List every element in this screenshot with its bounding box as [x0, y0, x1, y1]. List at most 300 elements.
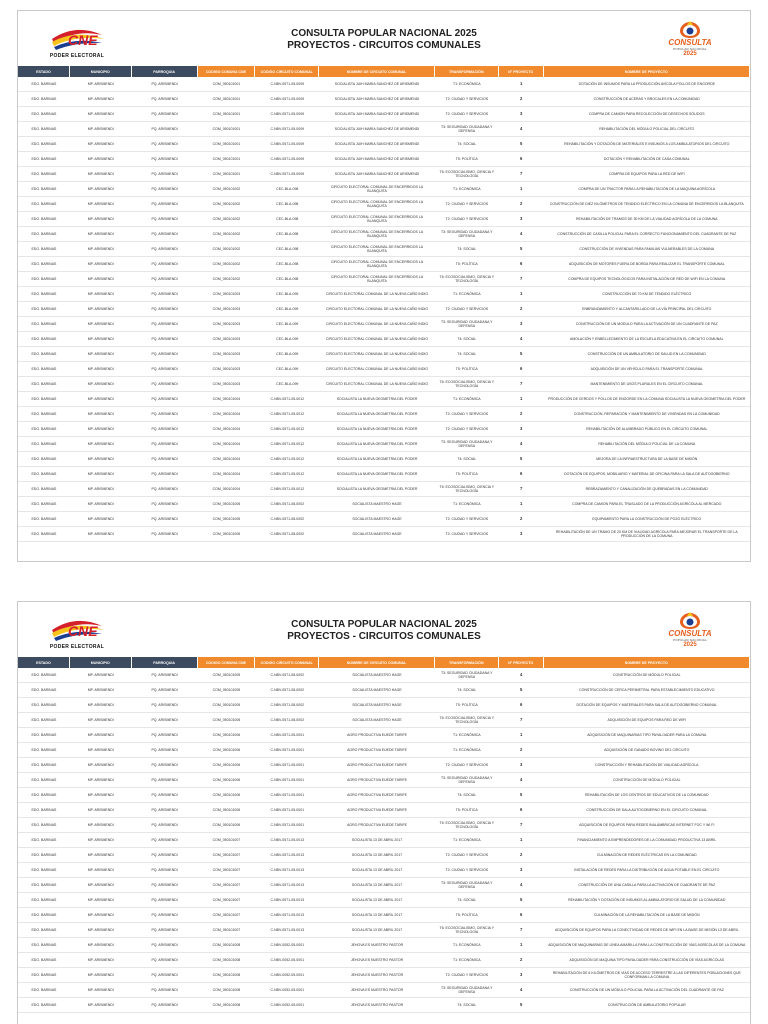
cell-nombre-circuito: SOCIALISTA MAESTRO HAGE [352, 673, 402, 677]
cell-estado: EDO. BARINAS [31, 442, 57, 446]
cell-parroquia: PQ. ARISMENDI [151, 442, 178, 446]
cell-nombre-proyecto: MANTENIMIENTO DE USOS PLURALES EN EL CIRCUITO COMUNAL [590, 382, 704, 386]
cell-nombre-proyecto: REHABILITACIÓN DEL MÓDULO POLICIAL DE LA COMUNA [598, 442, 696, 446]
col-nombre-proyecto: NOMBRE DE PROYECTO [544, 657, 750, 668]
cell-municipio: MP. ARISMENDI [87, 292, 114, 296]
title-line-1: CONSULTA POPULAR NACIONAL 2025 [291, 28, 477, 39]
cell-numero-proyecto: 3 [519, 426, 523, 431]
cell-estado: EDO. BARINAS [31, 277, 57, 281]
cell-transformacion: T2: CIUDAD Y SERVICIOS [445, 763, 489, 767]
cell-codigo-circuito: C-NBV-0571-05-0012 [270, 397, 305, 401]
cell-numero-proyecto: 4 [519, 126, 523, 131]
cell-parroquia: PQ. ARISMENDI [151, 277, 178, 281]
cell-nombre-circuito: CIRCUITO ELECTORAL COMUNAL DE LA NUEVA CAÑO INDIO [326, 367, 429, 371]
cell-parroquia: PQ. ARISMENDI [151, 142, 178, 146]
cell-municipio: MP. ARISMENDI [87, 97, 114, 101]
cell-parroquia: PQ. ARISMENDI [151, 973, 178, 977]
cell-municipio: MP. ARISMENDI [87, 868, 114, 872]
cell-transformacion: T1: ECONÓMICA [452, 187, 481, 191]
cell-nombre-proyecto: DOTACIÓN DE EQUIPOS Y MATERIALES PARA SALA DE AUTOGOBIERNO COMUNAL [576, 703, 717, 707]
cell-nombre-circuito: SOCIALISTA LA NUEVA GEOMETRIA DEL PODER [336, 457, 418, 461]
cell-municipio: MP. ARISMENDI [87, 733, 114, 737]
cell-municipio: MP. ARISMENDI [87, 763, 114, 767]
cell-parroquia: PQ. ARISMENDI [151, 703, 178, 707]
cell-nombre-proyecto: DOTACIÓN DE INSUMOS PARA LA PRODUCCIÓN AVÍCOLA POLLOS DE ENGORDE [578, 82, 715, 86]
cell-codigo-comuna: COM_050101005 [212, 502, 241, 506]
cell-nombre-circuito: SOCIALISTA JUIH MARIA SANCHEZ DE ARISMENDI [334, 172, 420, 176]
cell-transformacion: T2: CIUDAD Y SERVICIOS [445, 853, 489, 857]
cell-transformacion: T1: ECONÓMICA [452, 838, 481, 842]
cell-estado: EDO. BARINAS [31, 292, 57, 296]
cell-codigo-comuna: COM_050101004 [212, 472, 241, 476]
cell-municipio: MP. ARISMENDI [87, 127, 114, 131]
cell-numero-proyecto: 3 [519, 216, 523, 221]
cell-numero-proyecto: 6 [519, 261, 523, 266]
cell-nombre-proyecto: ENBRANZAMIENTO Y ALCANTARILLADO DE LA VÍA PRINCIPAL DEL CIRCUITO [582, 307, 712, 311]
cell-parroquia: PQ. ARISMENDI [151, 472, 178, 476]
cell-municipio: MP. ARISMENDI [87, 808, 114, 812]
cell-parroquia: PQ. ARISMENDI [151, 853, 178, 857]
cell-parroquia: PQ. ARISMENDI [151, 247, 178, 251]
cell-codigo-comuna: COM_050101002 [212, 277, 241, 281]
cell-parroquia: PQ. ARISMENDI [151, 412, 178, 416]
cell-codigo-circuito: CEC-BLA-098 [276, 277, 299, 281]
table-row [18, 497, 750, 512]
cell-municipio: MP. ARISMENDI [87, 793, 114, 797]
table-row [18, 287, 750, 302]
cell-codigo-circuito: CEC-BLA-099 [276, 382, 299, 386]
cell-codigo-comuna: COM_050101006 [212, 778, 241, 782]
cell-codigo-circuito: CEC-BLA-099 [276, 322, 299, 326]
cell-transformacion: T5: POLÍTICA [455, 262, 478, 266]
cell-codigo-comuna: COM_050101003 [212, 307, 241, 311]
cne-logo-subtitle: PODER ELECTORAL [49, 644, 105, 650]
cell-municipio: MP. ARISMENDI [87, 427, 114, 431]
cell-codigo-circuito: C-NBV-0571-05-0009 [270, 97, 305, 101]
table-row [18, 242, 750, 257]
cell-codigo-circuito: C-NBV-0052-05-0001 [270, 1003, 305, 1007]
cell-municipio: MP. ARISMENDI [87, 172, 114, 176]
cell-codigo-circuito: C-NBV-0571-05-0001 [270, 748, 305, 752]
cell-codigo-circuito: C-NBV-0571-08-0002 [270, 532, 305, 536]
cell-estado: EDO. BARINAS [31, 112, 57, 116]
cell-nombre-proyecto: COMPRA DE EQUIPOS TECNOLÓGICOS PARA INSTALACIÓN DE RED DE WIFI EN LA COMUNA [568, 277, 726, 281]
cell-transformacion: T1: ECONÓMICA [452, 748, 481, 752]
cell-estado: EDO. BARINAS [31, 352, 57, 356]
cell-nombre-proyecto: REHABILITACIÓN Y DOTACIÓN DE MATERIALES E INSUMOS A LOS AMBULATORIOS DEL CIRCUITO [564, 142, 730, 146]
cell-codigo-circuito: C-NBV-0052-05-0001 [270, 988, 305, 992]
cell-codigo-circuito: C-NBV-0571-05-0013 [270, 928, 305, 932]
table-row [18, 818, 750, 833]
cell-parroquia: PQ. ARISMENDI [151, 733, 178, 737]
cell-estado: EDO. BARINAS [31, 322, 57, 326]
cell-municipio: MP. ARISMENDI [87, 412, 114, 416]
cell-nombre-circuito: SOCIALISTA 13 DE ABRIL 2017 [351, 883, 403, 887]
cell-parroquia: PQ. ARISMENDI [151, 307, 178, 311]
cell-nombre-proyecto: CONSTRUCCIÓN DE VIVIENDAS PARA FAMILIAS VULNERABLES DE LA COMUNA [579, 247, 715, 251]
title-line-1: CONSULTA POPULAR NACIONAL 2025 [291, 619, 477, 630]
consulta-logo-word: CONSULTA [668, 629, 712, 638]
cell-nombre-proyecto: CONSTRUCCIÓN DE DIEZ KILÓMETROS DE TENDIDO ELÉCTRICO EN LA COMUNA DE ENCERRIDOS LA BLANQUITA [549, 202, 744, 206]
cell-nombre-proyecto: CONSTRUCCIÓN DE UN AMBULATORIO DE SALUD EN LA COMUNIDAD [587, 352, 706, 356]
cell-nombre-proyecto: CONSTRUCCIÓN DE UN MÓDULO POLICIAL PARA LA ACTIVACIÓN DEL CUADRANTE DE PAZ [569, 988, 724, 992]
consulta-logo-year: 2025 [683, 51, 697, 57]
cell-transformacion: T2: CIUDAD Y SERVICIOS [445, 517, 489, 521]
cell-codigo-circuito: C-NBV-0571-05-0001 [270, 808, 305, 812]
cell-codigo-comuna: COM_050101001 [212, 142, 241, 146]
cell-transformacion: T2: CIUDAD Y SERVICIOS [445, 532, 489, 536]
cell-codigo-comuna: COM_050101007 [212, 868, 241, 872]
cell-nombre-proyecto: ADQUISICIÓN DE EQUIPOS PARA REDES INALÁMBRICAS INTERNET FOC Y WI FI [579, 823, 715, 827]
cell-transformacion: T2: CIUDAD Y SERVICIOS [445, 868, 489, 872]
cell-parroquia: PQ. ARISMENDI [151, 187, 178, 191]
table-row [18, 848, 750, 863]
cell-parroquia: PQ. ARISMENDI [151, 808, 178, 812]
cell-numero-proyecto: 6 [519, 912, 523, 917]
cell-municipio: MP. ARISMENDI [87, 502, 114, 506]
cell-codigo-comuna: COM_050101001 [212, 112, 241, 116]
cell-numero-proyecto: 6 [519, 156, 523, 161]
cell-codigo-circuito: C-NBV-0571-05-0001 [270, 733, 305, 737]
cell-municipio: MP. ARISMENDI [87, 142, 114, 146]
table-row [18, 788, 750, 803]
cell-estado: EDO. BARINAS [31, 688, 57, 692]
col-nombre-proyecto: NOMBRE DE PROYECTO [544, 66, 750, 77]
cell-municipio: MP. ARISMENDI [87, 898, 114, 902]
cell-nombre-proyecto: CULMINACIÓN DE LA REHABILITACIÓN DE LA BASE DE MISIÓN [593, 913, 700, 917]
cell-transformacion: T1: ECONÓMICA [452, 943, 481, 947]
cell-nombre-circuito: SOCIALISTA LA NUEVA GEOMETRIA DEL PODER [336, 487, 418, 491]
cell-municipio: MP. ARISMENDI [87, 673, 114, 677]
cell-municipio: MP. ARISMENDI [87, 217, 114, 221]
cell-numero-proyecto: 4 [519, 987, 523, 992]
cell-transformacion: T6: ECOSOCIALISMO, CIENCIA Y TECNOLOGÍA [439, 926, 495, 934]
cell-municipio: MP. ARISMENDI [87, 352, 114, 356]
table-row [18, 407, 750, 422]
cell-codigo-comuna: COM_050101006 [212, 808, 241, 812]
cell-municipio: MP. ARISMENDI [87, 397, 114, 401]
cell-nombre-circuito: SOCIALISTA LA NUEVA GEOMETRIA DEL PODER [336, 397, 418, 401]
cell-numero-proyecto: 5 [519, 246, 523, 251]
cell-municipio: MP. ARISMENDI [87, 277, 114, 281]
cell-municipio: MP. ARISMENDI [87, 778, 114, 782]
cell-transformacion: T2: CIUDAD Y SERVICIOS [445, 307, 489, 311]
cell-nombre-circuito: SOCIALISTA MAESTRO HAGE [352, 502, 402, 506]
cell-nombre-circuito: SOCIALISTA MAESTRO HAGE [352, 688, 402, 692]
cell-numero-proyecto: 2 [519, 411, 523, 416]
cell-transformacion: T2: CIUDAD Y SERVICIOS [445, 97, 489, 101]
cell-codigo-comuna: COM_050101001 [212, 172, 241, 176]
cell-estado: EDO. BARINAS [31, 913, 57, 917]
cell-estado: EDO. BARINAS [31, 883, 57, 887]
document-page-2 [17, 601, 751, 1024]
cell-numero-proyecto: 7 [519, 927, 523, 932]
cell-transformacion: T6: ECOSOCIALISMO, CIENCIA Y TECNOLOGÍA [439, 170, 495, 178]
cell-numero-proyecto: 5 [519, 351, 523, 356]
cell-transformacion: T5: POLÍTICA [455, 808, 478, 812]
cell-codigo-comuna: COM_050101002 [212, 247, 241, 251]
cell-nombre-circuito: CIRCUITO ELECTORAL COMUNAL DE LA NUEVA CAÑO INDIO [326, 292, 429, 296]
cell-estado: EDO. BARINAS [31, 793, 57, 797]
cell-estado: EDO. BARINAS [31, 82, 57, 86]
cell-parroquia: PQ. ARISMENDI [151, 898, 178, 902]
cell-codigo-circuito: C-NBV-0571-05-0012 [270, 442, 305, 446]
cell-municipio: MP. ARISMENDI [87, 232, 114, 236]
cell-parroquia: PQ. ARISMENDI [151, 748, 178, 752]
col-transformacion: TRANSFORMACIÓN [435, 657, 499, 668]
cell-estado: EDO. BARINAS [31, 673, 57, 677]
cell-transformacion: T3: SEGURIDAD CIUDADANA Y DEFENSA [441, 230, 493, 238]
col-nombre-circuito: NOMBRE DE CIRCUITO COMUNAL [319, 66, 435, 77]
cell-estado: EDO. BARINAS [31, 157, 57, 161]
cell-numero-proyecto: 1 [519, 732, 523, 737]
cell-codigo-comuna: COM_050101007 [212, 838, 241, 842]
cell-nombre-circuito: SOCIALISTA 13 DE ABRIL 2017 [351, 898, 403, 902]
cell-codigo-circuito: C-NBV-0571-05-0009 [270, 82, 305, 86]
cell-municipio: MP. ARISMENDI [87, 688, 114, 692]
cell-nombre-proyecto: CONSTRUCCIÓN DE 70 KM DE TENDIDO ELÉCTRICO [602, 292, 692, 296]
cell-codigo-circuito: CEC-BLA-098 [276, 217, 299, 221]
cell-codigo-comuna: COM_050101003 [212, 367, 241, 371]
cell-estado: EDO. BARINAS [31, 763, 57, 767]
cell-numero-proyecto: 3 [519, 762, 523, 767]
cell-nombre-proyecto: ADQUISICIÓN DE EQUIPOS PARA RED DE WIFI [607, 718, 687, 722]
cell-parroquia: PQ. ARISMENDI [151, 1003, 178, 1007]
cell-estado: EDO. BARINAS [31, 412, 57, 416]
cell-numero-proyecto: 7 [519, 822, 523, 827]
cell-nombre-proyecto: CONSTRUCCIÓN DE UN MODULO PARA LA ACTIVACIÓN DE UN CUADRANTE DE PAZ [575, 322, 718, 326]
cell-codigo-circuito: C-NBV-0571-05-0012 [270, 427, 305, 431]
cell-nombre-circuito: CIRCUITO ELECTORAL COMUNAL DE ENCERRIDOS LA BLANQUITA [330, 230, 424, 238]
table-row [18, 743, 750, 758]
table-row [18, 983, 750, 998]
cell-estado: EDO. BARINAS [31, 838, 57, 842]
cell-codigo-comuna: COM_050101005 [212, 673, 241, 677]
cell-parroquia: PQ. ARISMENDI [151, 913, 178, 917]
cell-codigo-circuito: CEC-BLA-099 [276, 307, 299, 311]
cell-codigo-comuna: COM_050101008 [212, 973, 241, 977]
table-row [18, 527, 750, 542]
cell-nombre-proyecto: CONSTRUCCIÓN DE MÓDULO POLICIAL [613, 673, 681, 677]
table-row [18, 77, 750, 92]
table-row [18, 878, 750, 893]
col-estado: ESTADO [18, 66, 70, 77]
cell-nombre-circuito: SOCIALISTA 13 DE ABRIL 2017 [351, 913, 403, 917]
cell-parroquia: PQ. ARISMENDI [151, 487, 178, 491]
cell-parroquia: PQ. ARISMENDI [151, 763, 178, 767]
cell-nombre-proyecto: ADQUISICIÓN DE MAQUINA TIPO PAYALOADER PARA CONSTRUCCIÓN DE VÍAS AGRÍCOLAS [569, 958, 725, 962]
cell-estado: EDO. BARINAS [31, 748, 57, 752]
cell-estado: EDO. BARINAS [31, 988, 57, 992]
cell-transformacion: T4: SOCIAL [457, 1003, 477, 1007]
table-row [18, 257, 750, 272]
cell-codigo-comuna: COM_050101002 [212, 262, 241, 266]
cell-transformacion: T1: ECONÓMICA [452, 733, 481, 737]
cell-codigo-circuito: C-NBV-0571-05-0013 [270, 868, 305, 872]
cell-codigo-comuna: COM_050101007 [212, 898, 241, 902]
cell-nombre-circuito: AGRO PRODUCTIVA EUEDE TARIFE [347, 778, 407, 782]
cell-nombre-proyecto: REBRAZAMIENTO Y CANALIZACIÓN DE QUEBRADAS EN LA COMUNIDAD [585, 487, 708, 491]
cell-codigo-comuna: COM_050101001 [212, 157, 241, 161]
cell-transformacion: T2: CIUDAD Y SERVICIOS [445, 973, 489, 977]
cell-nombre-circuito: JEHOVA ES NUESTRO PASTOR [350, 1003, 404, 1007]
cell-codigo-circuito: C-NBV-0571-05-0009 [270, 142, 305, 146]
cell-parroquia: PQ. ARISMENDI [151, 262, 178, 266]
col-parroquia: PARROQUIA [132, 66, 198, 77]
cell-parroquia: PQ. ARISMENDI [151, 322, 178, 326]
cell-estado: EDO. BARINAS [31, 202, 57, 206]
cell-numero-proyecto: 1 [519, 942, 523, 947]
cell-codigo-comuna: COM_050101003 [212, 322, 241, 326]
cell-numero-proyecto: 4 [519, 882, 523, 887]
cell-codigo-comuna: COM_050101003 [212, 292, 241, 296]
cell-estado: EDO. BARINAS [31, 853, 57, 857]
cell-codigo-comuna: COM_050101007 [212, 913, 241, 917]
cell-transformacion: T1: ECONÓMICA [452, 82, 481, 86]
cell-numero-proyecto: 1 [519, 396, 523, 401]
table-row [18, 197, 750, 212]
cell-municipio: MP. ARISMENDI [87, 112, 114, 116]
cell-municipio: MP. ARISMENDI [87, 928, 114, 932]
col-codigo-comuna: CODIGO COMUNA CNE [198, 66, 256, 77]
cell-numero-proyecto: 1 [519, 186, 523, 191]
cell-codigo-circuito: C-NBV-0571-05-0012 [270, 457, 305, 461]
cell-parroquia: PQ. ARISMENDI [151, 778, 178, 782]
cell-estado: EDO. BARINAS [31, 142, 57, 146]
cell-parroquia: PQ. ARISMENDI [151, 127, 178, 131]
cell-nombre-proyecto: PRODUCCIÓN DE CERDOS Y POLLOS DE ENGORDE EN LA COMUNA SOCIALISTA LA NUEVA GEOMETRIA DEL PODER [548, 397, 746, 401]
cell-parroquia: PQ. ARISMENDI [151, 202, 178, 206]
table-row [18, 953, 750, 968]
cell-transformacion: T3: SEGURIDAD CIUDADANA Y DEFENSA [441, 671, 493, 679]
cell-estado: EDO. BARINAS [31, 733, 57, 737]
cell-nombre-circuito: AGRO PRODUCTIVA EUEDE TARIFE [347, 823, 407, 827]
cell-nombre-circuito: SOCIALISTA JUIH MARIA SANCHEZ DE ARISMENDI [334, 82, 420, 86]
table-row [18, 92, 750, 107]
cell-codigo-comuna: COM_050101004 [212, 442, 241, 446]
cell-numero-proyecto: 3 [519, 867, 523, 872]
cell-codigo-comuna: COM_050101006 [212, 763, 241, 767]
cell-municipio: MP. ARISMENDI [87, 913, 114, 917]
cell-municipio: MP. ARISMENDI [87, 247, 114, 251]
cell-transformacion: T2: CIUDAD Y SERVICIOS [445, 112, 489, 116]
cell-transformacion: T1: ECONÓMICA [452, 397, 481, 401]
col-estado: ESTADO [18, 657, 70, 668]
cell-nombre-circuito: SOCIALISTA MAESTRO HAGE [352, 532, 402, 536]
cell-nombre-circuito: JEHOVA ES NUESTRO PASTOR [350, 988, 404, 992]
cell-parroquia: PQ. ARISMENDI [151, 397, 178, 401]
cell-municipio: MP. ARISMENDI [87, 838, 114, 842]
cell-estado: EDO. BARINAS [31, 262, 57, 266]
cell-numero-proyecto: 2 [519, 957, 523, 962]
cell-nombre-circuito: SOCIALISTA JUIH MARIA SANCHEZ DE ARISMENDI [334, 157, 420, 161]
table-row [18, 437, 750, 452]
cell-parroquia: PQ. ARISMENDI [151, 838, 178, 842]
cell-transformacion: T1: ECONÓMICA [452, 502, 481, 506]
cell-transformacion: T6: ECOSOCIALISMO, CIENCIA Y TECNOLOGÍA [439, 485, 495, 493]
cell-codigo-comuna: COM_050101002 [212, 202, 241, 206]
cell-parroquia: PQ. ARISMENDI [151, 382, 178, 386]
cell-estado: EDO. BARINAS [31, 1003, 57, 1007]
cell-nombre-proyecto: CONSTRUCCIÓN DE MÓDULO POLICIAL [613, 778, 681, 782]
cell-codigo-comuna: COM_050101001 [212, 82, 241, 86]
table-row [18, 713, 750, 728]
cell-nombre-circuito: AGRO PRODUCTIVA EUEDE TARIFE [347, 733, 407, 737]
cell-numero-proyecto: 2 [519, 747, 523, 752]
col-municipio: MUNICIPIO [70, 66, 132, 77]
cell-transformacion: T5: POLÍTICA [455, 703, 478, 707]
consulta-logo [660, 612, 720, 654]
cell-municipio: MP. ARISMENDI [87, 958, 114, 962]
cell-codigo-circuito: CEC-BLA-099 [276, 337, 299, 341]
cell-parroquia: PQ. ARISMENDI [151, 337, 178, 341]
cell-parroquia: PQ. ARISMENDI [151, 793, 178, 797]
table-row [18, 377, 750, 392]
cell-nombre-proyecto: REHABILITACIÓN DEL MÓDULO POLICIAL DEL CIRCUITO [599, 127, 695, 131]
cell-municipio: MP. ARISMENDI [87, 487, 114, 491]
cell-estado: EDO. BARINAS [31, 187, 57, 191]
cell-codigo-comuna: COM_050101006 [212, 733, 241, 737]
cell-nombre-proyecto: ADQUISICIÓN DE EQUIPOS PARA LA CONECTIVIDAD DE REDES DE WIFI EN LA BASE DE MISIÓN 13 DE ABRIL [555, 928, 739, 932]
cell-municipio: MP. ARISMENDI [87, 703, 114, 707]
cell-parroquia: PQ. ARISMENDI [151, 718, 178, 722]
table-row [18, 863, 750, 878]
cell-numero-proyecto: 7 [519, 171, 523, 176]
table-row [18, 152, 750, 167]
cell-codigo-comuna: COM_050101007 [212, 853, 241, 857]
col-codigo-circuito: CODIGO CIRCUITO COMUNAL [255, 66, 319, 77]
table-row [18, 698, 750, 713]
cell-nombre-proyecto: REHABILITACIÓN DE UN TRAMO DE 20 KM DE VIALIDAD AGRÍCOLA PARA MEJORAR EL TRANSPORTE DE LA PRODUCCIÓN DE LA COMUNA [555, 530, 738, 538]
cell-nombre-circuito: JEHOVA ES NUESTRO PASTOR [350, 958, 404, 962]
cell-transformacion: T5: POLÍTICA [455, 913, 478, 917]
cell-nombre-circuito: CIRCUITO ELECTORAL COMUNAL DE LA NUEVA CAÑO INDIO [326, 352, 429, 356]
cell-estado: EDO. BARINAS [31, 397, 57, 401]
cell-codigo-circuito: C-NBV-0571-05-0001 [270, 823, 305, 827]
table-row [18, 758, 750, 773]
cell-municipio: MP. ARISMENDI [87, 823, 114, 827]
cell-numero-proyecto: 1 [519, 81, 523, 86]
cell-municipio: MP. ARISMENDI [87, 883, 114, 887]
cell-parroquia: PQ. ARISMENDI [151, 352, 178, 356]
cell-estado: EDO. BARINAS [31, 367, 57, 371]
table-body [18, 77, 750, 542]
cell-municipio: MP. ARISMENDI [87, 202, 114, 206]
cell-codigo-circuito: C-NBV-0571-08-0002 [270, 517, 305, 521]
cell-parroquia: PQ. ARISMENDI [151, 868, 178, 872]
cell-nombre-circuito: CIRCUITO ELECTORAL COMUNAL DE ENCERRIDOS LA BLANQUITA [330, 260, 424, 268]
cell-codigo-comuna: COM_050101004 [212, 427, 241, 431]
cell-numero-proyecto: 4 [519, 231, 523, 236]
cell-municipio: MP. ARISMENDI [87, 382, 114, 386]
page-header [18, 11, 750, 66]
cell-codigo-comuna: COM_050101001 [212, 127, 241, 131]
table-row [18, 317, 750, 332]
cell-parroquia: PQ. ARISMENDI [151, 97, 178, 101]
cell-transformacion: T6: ECOSOCIALISMO, CIENCIA Y TECNOLOGÍA [439, 821, 495, 829]
table-row [18, 683, 750, 698]
cell-nombre-proyecto: COMPRA DE UN TRACTOR PARA LA REHABILITACIÓN DE LA MAQUINA AGRÍCOLA [578, 187, 716, 191]
table-row [18, 668, 750, 683]
cell-nombre-circuito: SOCIALISTA LA NUEVA GEOMETRIA DEL PODER [336, 427, 418, 431]
cell-estado: EDO. BARINAS [31, 382, 57, 386]
table-row [18, 212, 750, 227]
cell-codigo-comuna: COM_050101003 [212, 337, 241, 341]
col-parroquia: PARROQUIA [132, 657, 198, 668]
cell-nombre-proyecto: MEJORA DE LA INFRAESTRUCTURA DE LA BASE DE MISIÓN [596, 457, 698, 461]
cell-estado: EDO. BARINAS [31, 958, 57, 962]
cell-municipio: MP. ARISMENDI [87, 1003, 114, 1007]
